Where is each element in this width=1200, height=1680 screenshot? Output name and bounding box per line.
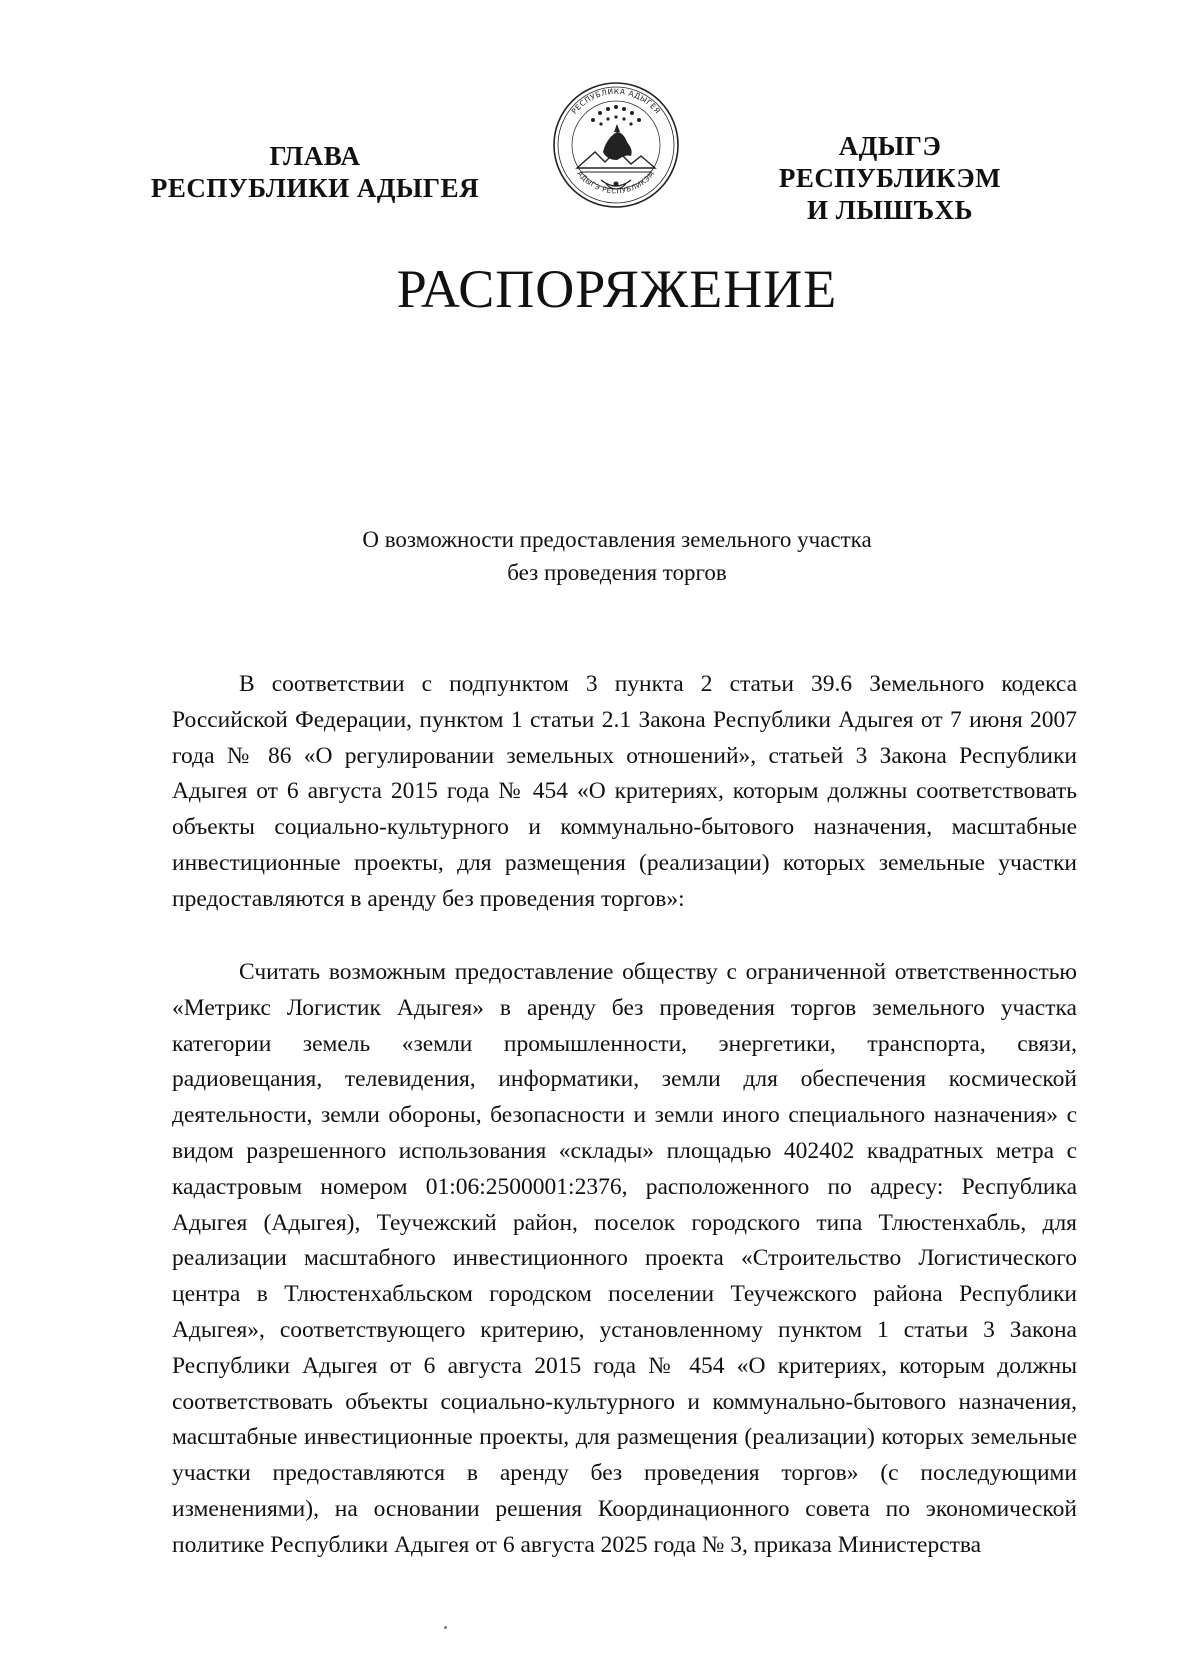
issuer-line-2: РЕСПУБЛИКИ АДЫГЕЯ bbox=[150, 173, 480, 203]
scan-dot bbox=[444, 1626, 447, 1629]
republic-emblem-icon bbox=[551, 80, 681, 210]
issuer-header-adyghe bbox=[730, 130, 1050, 226]
emblem-bottom-text: АДЫГЭ РЕСПУБЛИКЭМ bbox=[575, 169, 657, 196]
issuer-header-russian bbox=[150, 140, 480, 204]
paragraph-legal-basis: В соответствии с подпунктом 3 пункта 2 статьи 39.6 Земельного кодекса Российской Федерации, пунктом 1 статьи 2.1 Закона Республики Адыгея от 7 июня 2007 года № 86 «О регулировании земельных отношений», статьей 3 Закона Республики Адыгея от 6 августа 2015 года № 454 «О критериях, которым должны соответствовать объекты социально-культурного и коммунально-бытового назначения, масштабные инвестиционные проекты, для размещения (реализации) которых земельные участки предоставляются в аренду без проведения торгов»: bbox=[172, 671, 1077, 912]
subject-line-2: без проведения торгов bbox=[507, 560, 727, 585]
issuer-adyghe-line-2: И ЛЫШЪХЬ bbox=[806, 195, 974, 225]
paragraph-decision: Считать возможным предоставление обществу с ограниченной ответственностью «Метрикс Логистик Адыгея» в аренду без проведения торгов земельного участка категории земель «земли промышленности, энергетики, транспорта, связи, радиовещания, телевидения, информатики, земли для обеспечения космической деятельности, земли обороны, безопасности и земли иного специального назначения» с видом разрешенного использования «склады» площадью 402402 квадратных метра с кадастровым номером 01:06:2500001:2376, расположенного по адресу: Республика Адыгея (Адыгея), Теучежский район, поселок городского типа Тлюстенхабль, для реализации масштабного инвестиционного проекта «Строительство Логистического центра в Тлюстенхабльском городском поселении Теучежского района Республики Адыгея», соответствующего критерию, установленному пунктом 1 статьи 3 Закона Республики Адыгея от 6 августа 2015 года № 454 «О критериях, которым должны соответствовать объекты социально-культурного и коммунально-бытового назначения, масштабные инвестиционные проекты, для размещения (реализации) которых земельные участки предоставляются в аренду без проведения торгов» (с последующими изменениями), на основании решения Координационного совета по экономической политике Республики Адыгея от 6 августа 2025 года № 3, приказа Министерства bbox=[172, 959, 1077, 1558]
emblem-top-text: РЕСПУБЛИКА АДЫГЕЯ bbox=[569, 86, 663, 116]
subject-line-1: О возможности предоставления земельного участка bbox=[362, 527, 872, 552]
issuer-line-1: ГЛАВА bbox=[269, 141, 361, 171]
document-title: РАСПОРЯЖЕНИЕ bbox=[396, 259, 838, 319]
issuer-adyghe-line-1: АДЫГЭ РЕСПУБЛИКЭМ bbox=[778, 131, 1002, 193]
document-subject bbox=[250, 523, 984, 589]
